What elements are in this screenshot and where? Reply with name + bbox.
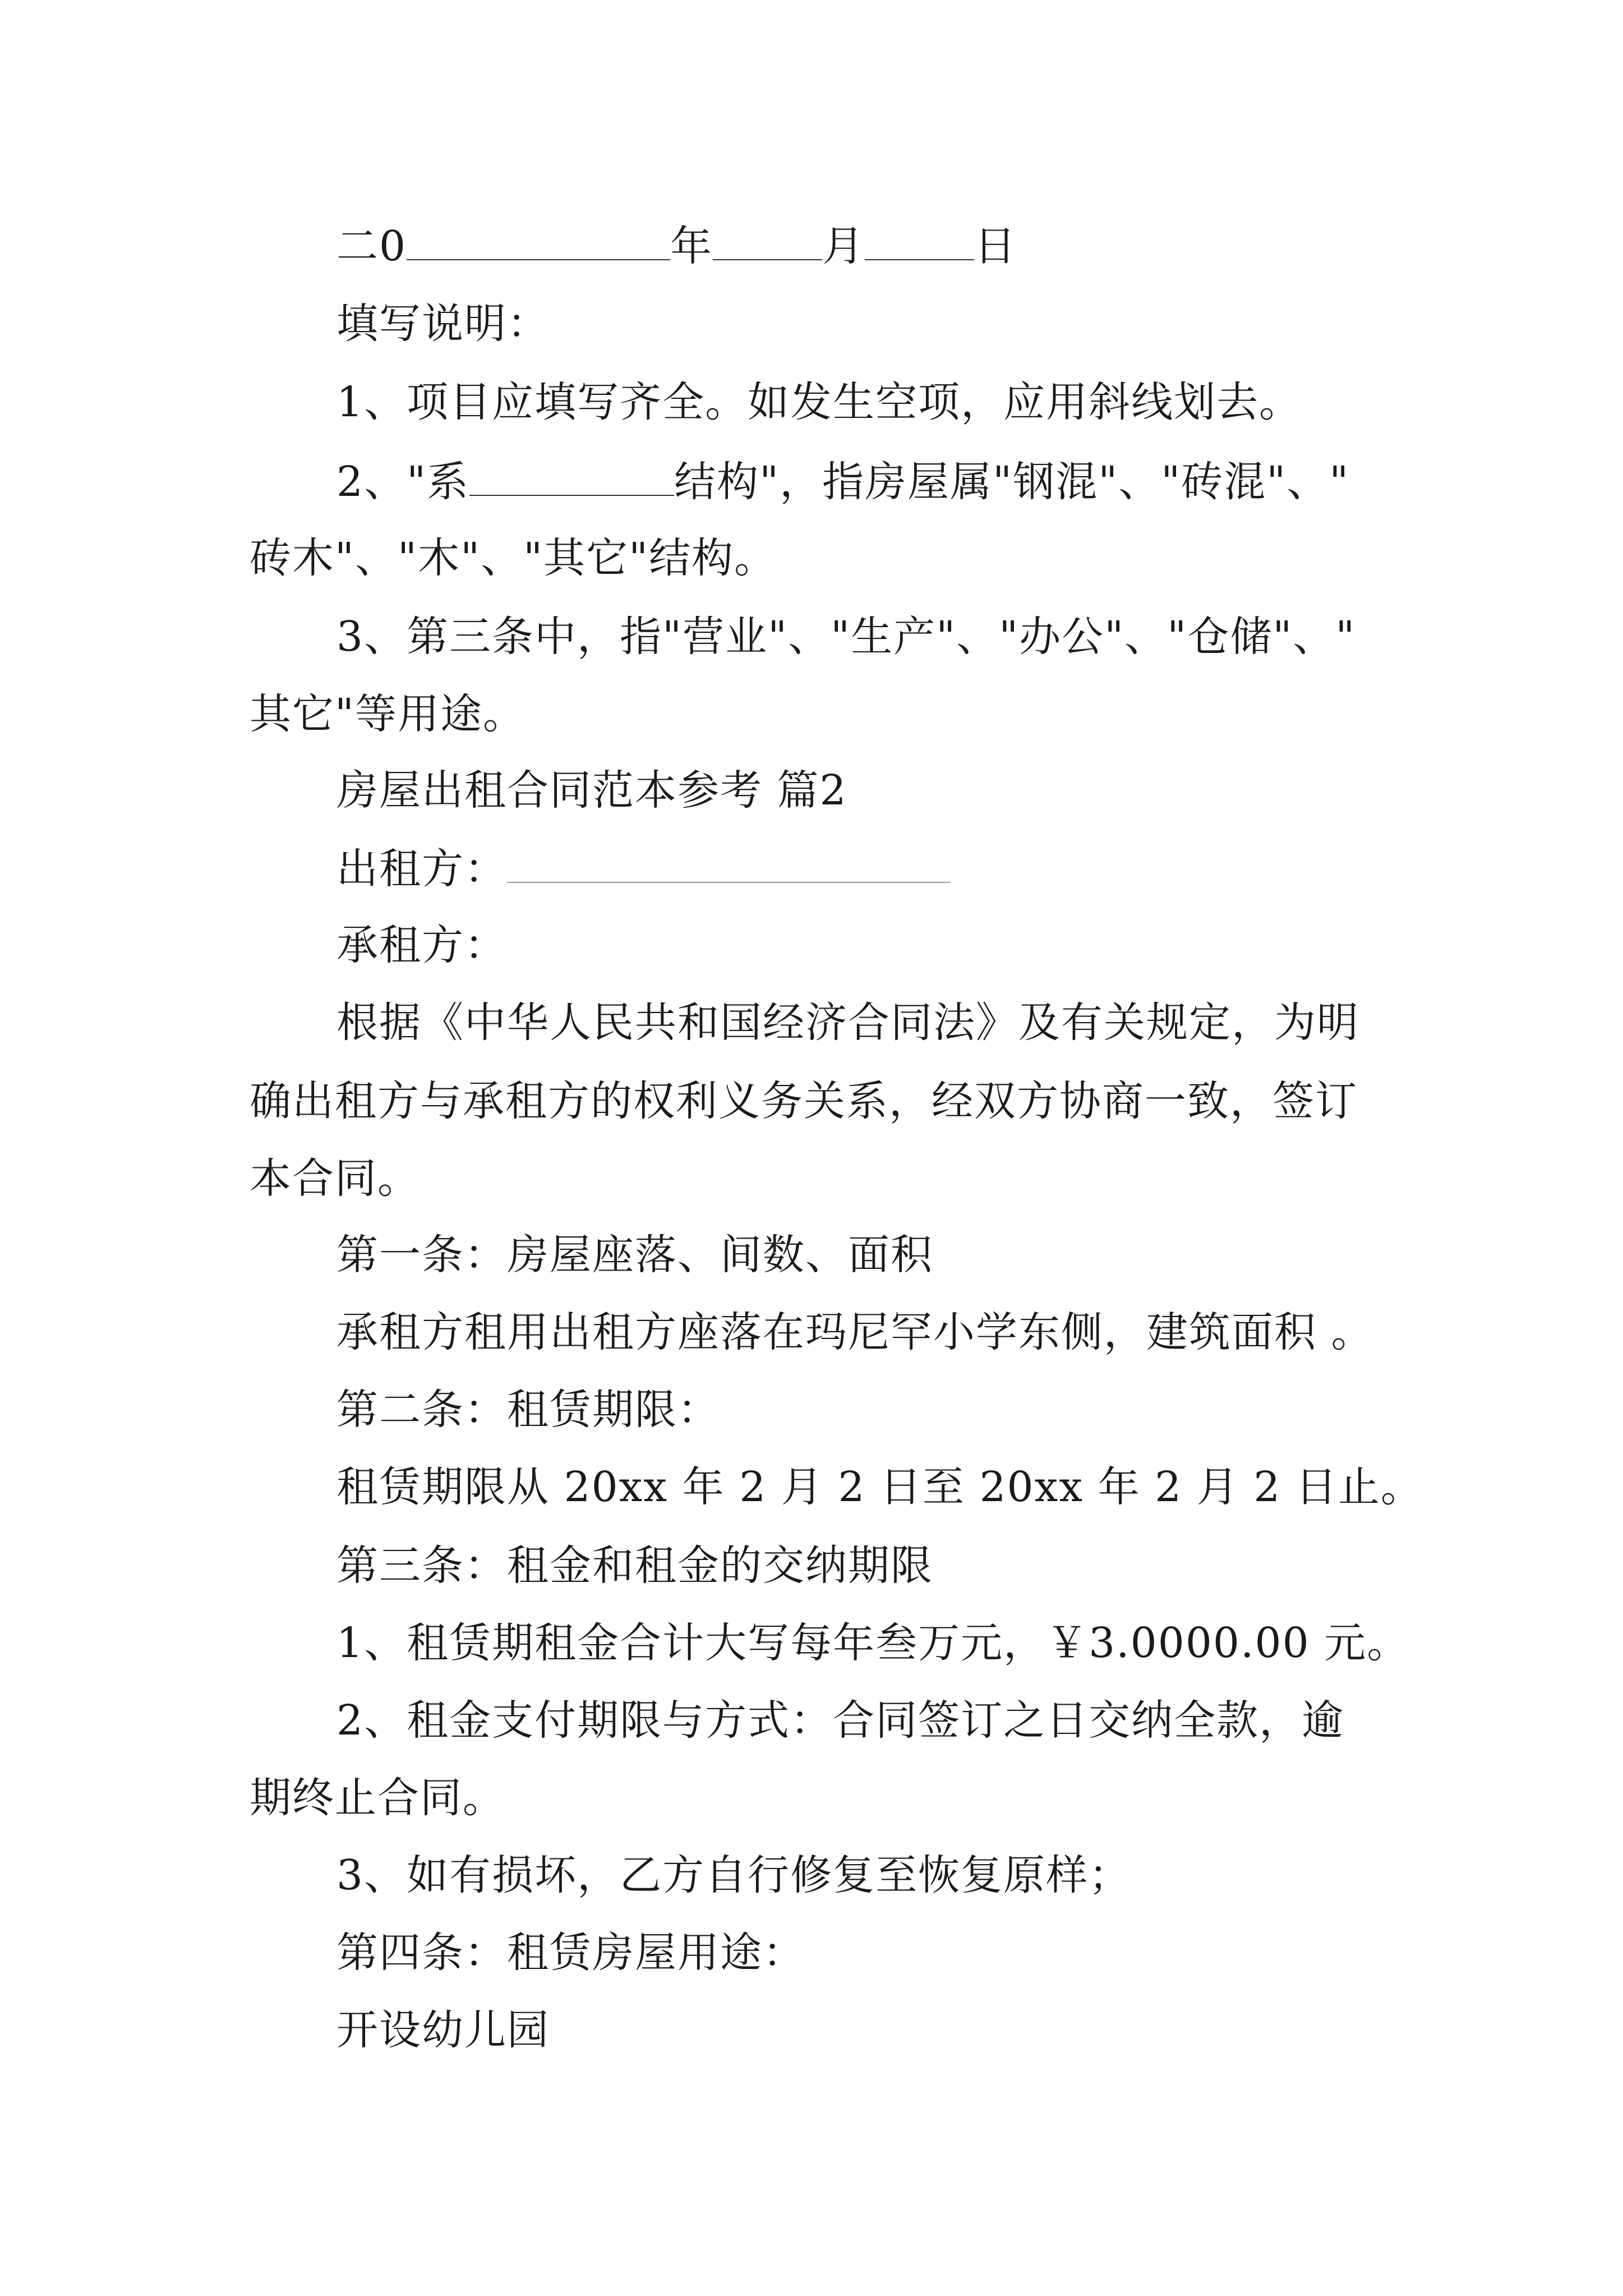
- instruction-item-3-cont: 其它"等用途。: [250, 690, 526, 738]
- date-prefix: 二0: [336, 222, 407, 270]
- article-3-item-3: 3、如有损坏，乙方自行修复至恢复原样；: [336, 1851, 1132, 1899]
- year-label: 年: [670, 222, 713, 270]
- lessor-label: 出租方：: [336, 845, 507, 893]
- article-3-item-2-line-1: 2、租金支付期限与方式：合同签订之日交纳全款，逾: [336, 1696, 1345, 1745]
- preamble-line-3: 本合同。: [250, 1154, 420, 1203]
- date-line: [336, 222, 1017, 270]
- lessor-blank: [507, 847, 950, 883]
- article-4-title: 第四条：租赁房屋用途：: [336, 1929, 805, 1977]
- day-blank: [865, 224, 974, 260]
- article-1-body: 承租方租用出租方座落在玛尼罕小学东侧，建筑面积 。: [336, 1308, 1374, 1356]
- instruction-item-2: [336, 458, 1350, 506]
- article-1-title: 第一条：房屋座落、间数、面积: [336, 1231, 933, 1279]
- preamble-line-2: 确出租方与承租方的权利义务关系，经双方协商一致，签订: [250, 1077, 1358, 1125]
- structure-blank: [469, 460, 674, 496]
- instruction-item-2-prefix: 2、"系: [336, 458, 470, 506]
- article-2-body: 租赁期限从 20xx 年 2 月 2 日至 20xx 年 2 月 2 日止。: [336, 1463, 1423, 1511]
- article-3-title: 第三条：租金和租金的交纳期限: [336, 1542, 933, 1590]
- instruction-item-1: 1、项目应填写齐全。如发生空项，应用斜线划去。: [336, 378, 1302, 426]
- contract-title: 房屋出租合同范本参考 篇2: [336, 766, 847, 815]
- instructions-heading: 填写说明：: [336, 300, 550, 348]
- preamble-line-1: 根据《中华人民共和国经济合同法》及有关规定，为明: [336, 999, 1359, 1047]
- month-label: 月: [822, 222, 865, 270]
- lessee-label: 承租方：: [336, 921, 507, 969]
- instruction-item-2-cont: 砖木"、"木"、"其它"结构。: [250, 534, 777, 582]
- article-4-body: 开设幼儿园: [336, 2006, 550, 2054]
- article-3-item-1: 1、租赁期租金合计大写每年叁万元，￥3.0000.00 元。: [336, 1619, 1410, 1667]
- instruction-item-2-rest: 结构"，指房屋属"钢混"、"砖混"、": [674, 458, 1350, 506]
- year-blank: [407, 224, 670, 260]
- day-label: 日: [974, 222, 1017, 270]
- article-3-item-2-line-2: 期终止合同。: [250, 1774, 505, 1822]
- month-blank: [713, 224, 822, 260]
- article-2-title: 第二条：租赁期限：: [336, 1386, 720, 1434]
- instruction-item-3: 3、第三条中，指"营业"、"生产"、"办公"、"仓储"、": [336, 613, 1356, 661]
- lessor-line: [336, 845, 950, 893]
